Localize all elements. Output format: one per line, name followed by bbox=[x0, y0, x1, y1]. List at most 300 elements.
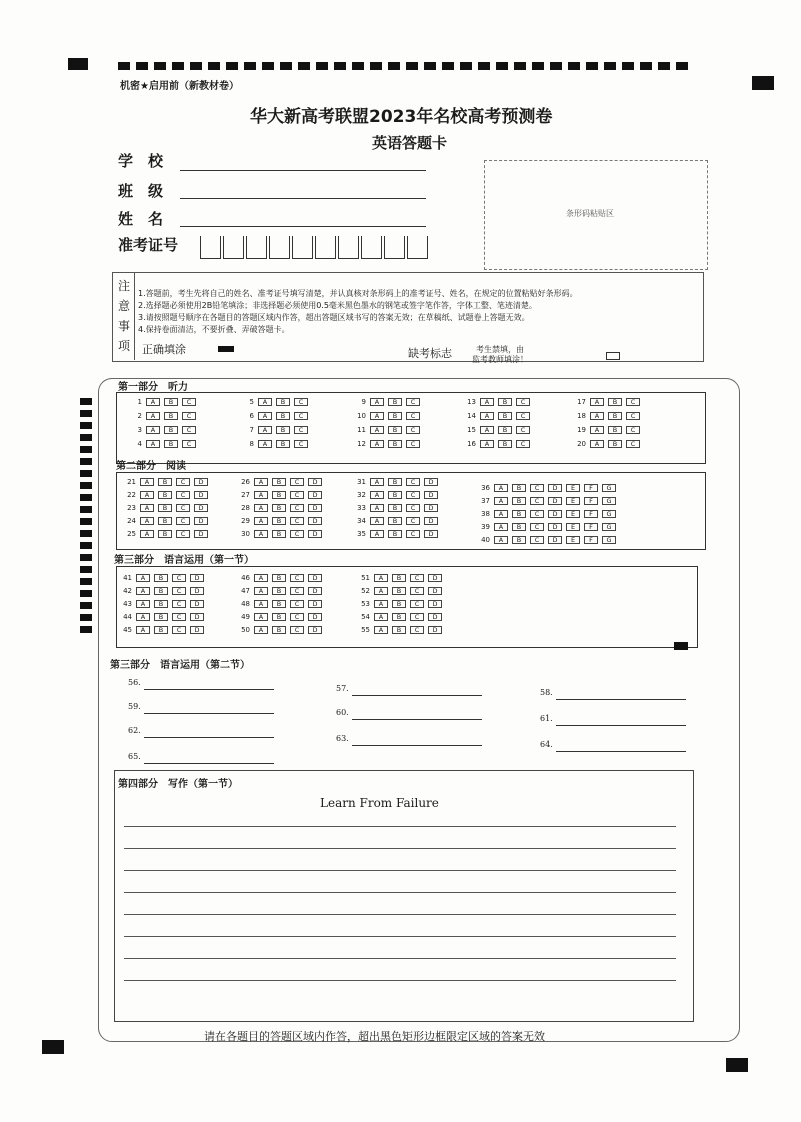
answer-bubble[interactable]: E bbox=[566, 523, 580, 531]
answer-bubble[interactable]: B bbox=[158, 491, 172, 499]
answer-bubble[interactable]: B bbox=[498, 412, 512, 420]
registration-mark-top-right bbox=[752, 76, 774, 90]
answer-bubble[interactable]: B bbox=[392, 574, 406, 582]
answer-bubble[interactable]: C bbox=[410, 587, 424, 595]
notice-heading-char: 事 bbox=[118, 319, 131, 333]
answer-bubble[interactable]: C bbox=[406, 398, 420, 406]
answer-bubble[interactable]: A bbox=[140, 478, 154, 486]
answer-bubble[interactable]: C bbox=[290, 530, 304, 538]
answer-bubble[interactable]: A bbox=[374, 574, 388, 582]
writing-line[interactable] bbox=[124, 826, 676, 827]
question-number: 54 bbox=[361, 613, 370, 621]
correct-fill-sample bbox=[218, 346, 234, 352]
answer-bubble[interactable]: D bbox=[194, 517, 208, 525]
question-row bbox=[240, 398, 312, 406]
timing-mark bbox=[568, 62, 580, 70]
answer-bubble[interactable]: B bbox=[164, 440, 178, 448]
answer-bubble[interactable]: C bbox=[406, 491, 420, 499]
answer-bubble[interactable]: C bbox=[410, 613, 424, 621]
question-row bbox=[118, 626, 208, 634]
class-field[interactable] bbox=[180, 198, 426, 199]
correct-fill-label: 正确填涂 bbox=[142, 343, 186, 356]
answer-bubble[interactable]: D bbox=[308, 530, 322, 538]
answer-bubble[interactable]: E bbox=[566, 497, 580, 505]
answer-bubble[interactable]: C bbox=[406, 504, 420, 512]
absent-note-1: 考生禁填，由 bbox=[476, 345, 524, 354]
question-row bbox=[128, 440, 200, 448]
answer-bubble[interactable]: C bbox=[176, 478, 190, 486]
answer-bubble[interactable]: A bbox=[254, 587, 268, 595]
answer-bubble[interactable]: B bbox=[272, 587, 286, 595]
fill-blank-line[interactable] bbox=[144, 689, 274, 690]
answer-bubble[interactable]: C bbox=[172, 587, 186, 595]
answer-bubble[interactable]: B bbox=[498, 440, 512, 448]
answer-bubble[interactable]: A bbox=[254, 600, 268, 608]
answer-bubble[interactable]: B bbox=[272, 517, 286, 525]
answer-bubble[interactable]: C bbox=[626, 426, 640, 434]
writing-line[interactable] bbox=[124, 914, 676, 915]
absent-checkbox[interactable] bbox=[606, 352, 620, 360]
writing-line[interactable] bbox=[124, 936, 676, 937]
answer-bubble[interactable]: D bbox=[424, 517, 438, 525]
absent-note-2: 监考教师填涂！ bbox=[472, 355, 528, 364]
question-number: 1 bbox=[137, 398, 142, 406]
answer-bubble[interactable]: F bbox=[584, 523, 598, 531]
answer-bubble[interactable]: A bbox=[140, 530, 154, 538]
answer-bubble[interactable]: A bbox=[146, 440, 160, 448]
answer-bubble[interactable]: C bbox=[182, 440, 196, 448]
answer-bubble[interactable]: A bbox=[370, 504, 384, 512]
answer-bubble[interactable]: B bbox=[388, 491, 402, 499]
answer-bubble[interactable]: B bbox=[388, 504, 402, 512]
question-number: 19 bbox=[577, 426, 586, 434]
answer-bubble[interactable]: D bbox=[194, 478, 208, 486]
answer-bubble[interactable]: D bbox=[548, 484, 562, 492]
answer-bubble[interactable]: G bbox=[602, 484, 616, 492]
answer-bubble[interactable]: A bbox=[494, 536, 508, 544]
question-row bbox=[128, 426, 200, 434]
answer-bubble[interactable]: A bbox=[140, 517, 154, 525]
fill-blank-line[interactable] bbox=[352, 719, 482, 720]
exam-no-digit-box[interactable] bbox=[338, 236, 359, 259]
answer-bubble[interactable]: B bbox=[392, 626, 406, 634]
answer-bubble[interactable]: B bbox=[512, 484, 526, 492]
exam-no-digit-box[interactable] bbox=[384, 236, 405, 259]
notice-item-2: 2.选择题必须使用2B铅笔填涂；非选择题必须使用0.5毫米黑色墨水的钢笔或签字笔作答，字体工整、笔迹清楚。 bbox=[138, 301, 537, 310]
school-field[interactable] bbox=[180, 170, 426, 171]
question-row bbox=[352, 398, 424, 406]
answer-bubble[interactable]: D bbox=[308, 478, 322, 486]
answer-bubble[interactable]: A bbox=[254, 491, 268, 499]
answer-bubble[interactable]: A bbox=[370, 491, 384, 499]
timing-mark bbox=[460, 62, 472, 70]
question-row bbox=[128, 412, 200, 420]
answer-bubble[interactable]: E bbox=[566, 510, 580, 518]
answer-bubble[interactable]: B bbox=[498, 398, 512, 406]
fill-blank-line[interactable] bbox=[352, 745, 482, 746]
answer-bubble[interactable]: B bbox=[272, 504, 286, 512]
answer-bubble[interactable]: D bbox=[548, 510, 562, 518]
answer-bubble[interactable]: B bbox=[158, 504, 172, 512]
exam-no-digit-box[interactable] bbox=[269, 236, 290, 259]
answer-bubble[interactable]: C bbox=[172, 600, 186, 608]
question-row bbox=[462, 440, 534, 448]
answer-bubble[interactable]: B bbox=[608, 440, 622, 448]
answer-bubble[interactable]: B bbox=[272, 478, 286, 486]
notice-item-1: 1.答题前，考生先将自己的姓名、准考证号填写清楚，并认真核对条形码上的准考证号、姓名，在规定的位置粘贴好条形码。 bbox=[138, 289, 578, 298]
answer-bubble[interactable]: C bbox=[406, 478, 420, 486]
answer-bubble[interactable]: D bbox=[308, 600, 322, 608]
answer-bubble[interactable]: B bbox=[272, 626, 286, 634]
answer-bubble[interactable]: G bbox=[602, 523, 616, 531]
answer-bubble[interactable]: B bbox=[388, 412, 402, 420]
answer-bubble[interactable]: B bbox=[154, 587, 168, 595]
fill-blank-number: 60. bbox=[336, 708, 349, 717]
answer-bubble[interactable]: C bbox=[530, 484, 544, 492]
timing-mark bbox=[80, 434, 92, 441]
answer-bubble[interactable]: B bbox=[388, 517, 402, 525]
answer-bubble[interactable]: C bbox=[294, 426, 308, 434]
answer-bubble[interactable]: A bbox=[370, 412, 384, 420]
answer-bubble[interactable]: C bbox=[176, 530, 190, 538]
fill-blank-line[interactable] bbox=[556, 725, 686, 726]
answer-bubble[interactable]: C bbox=[406, 530, 420, 538]
answer-bubble[interactable]: D bbox=[194, 530, 208, 538]
answer-bubble[interactable]: B bbox=[388, 398, 402, 406]
answer-bubble[interactable]: A bbox=[374, 587, 388, 595]
question-number: 48 bbox=[241, 600, 250, 608]
fill-blank-line[interactable] bbox=[144, 737, 274, 738]
answer-bubble[interactable]: A bbox=[480, 440, 494, 448]
answer-bubble[interactable]: C bbox=[626, 440, 640, 448]
answer-bubble[interactable]: D bbox=[424, 504, 438, 512]
answer-bubble[interactable]: C bbox=[182, 426, 196, 434]
question-row bbox=[462, 426, 534, 434]
answer-bubble[interactable]: B bbox=[498, 426, 512, 434]
answer-bubble[interactable]: D bbox=[548, 497, 562, 505]
answer-bubble[interactable]: A bbox=[494, 523, 508, 531]
answer-bubble[interactable]: A bbox=[480, 398, 494, 406]
answer-bubble[interactable]: A bbox=[590, 412, 604, 420]
answer-bubble[interactable]: D bbox=[424, 478, 438, 486]
answer-bubble[interactable]: B bbox=[388, 478, 402, 486]
answer-bubble[interactable]: B bbox=[392, 613, 406, 621]
timing-mark bbox=[80, 590, 92, 597]
answer-bubble[interactable]: A bbox=[254, 517, 268, 525]
answer-bubble[interactable]: A bbox=[254, 478, 268, 486]
answer-bubble[interactable]: D bbox=[548, 523, 562, 531]
answer-bubble[interactable]: C bbox=[172, 613, 186, 621]
answer-bubble[interactable]: D bbox=[190, 587, 204, 595]
answer-bubble[interactable]: A bbox=[370, 517, 384, 525]
answer-bubble[interactable]: C bbox=[290, 574, 304, 582]
answer-bubble[interactable]: B bbox=[164, 412, 178, 420]
answer-bubble[interactable]: A bbox=[258, 440, 272, 448]
answer-bubble[interactable]: A bbox=[370, 398, 384, 406]
answer-bubble[interactable]: C bbox=[530, 523, 544, 531]
fill-blank-line[interactable] bbox=[144, 713, 274, 714]
fill-blank-line[interactable] bbox=[352, 695, 482, 696]
exam-no-digit-box[interactable] bbox=[246, 236, 267, 259]
secret-label: 机密★启用前（新教材卷） bbox=[120, 81, 239, 92]
answer-bubble[interactable]: C bbox=[294, 412, 308, 420]
answer-bubble[interactable]: C bbox=[172, 574, 186, 582]
answer-bubble[interactable]: C bbox=[406, 426, 420, 434]
answer-bubble[interactable]: D bbox=[190, 626, 204, 634]
answer-bubble[interactable]: A bbox=[140, 504, 154, 512]
answer-bubble[interactable]: B bbox=[276, 412, 290, 420]
answer-bubble[interactable]: D bbox=[308, 574, 322, 582]
answer-bubble[interactable]: A bbox=[258, 426, 272, 434]
answer-bubble[interactable]: C bbox=[626, 412, 640, 420]
question-number: 38 bbox=[481, 510, 490, 518]
answer-bubble[interactable]: C bbox=[516, 440, 530, 448]
answer-bubble[interactable]: E bbox=[566, 484, 580, 492]
answer-bubble[interactable]: A bbox=[258, 412, 272, 420]
answer-bubble[interactable]: B bbox=[272, 574, 286, 582]
answer-bubble[interactable]: A bbox=[370, 440, 384, 448]
question-number: 11 bbox=[357, 426, 366, 434]
answer-bubble[interactable]: A bbox=[146, 398, 160, 406]
answer-bubble[interactable]: G bbox=[602, 510, 616, 518]
answer-bubble[interactable]: F bbox=[584, 484, 598, 492]
answer-bubble[interactable]: A bbox=[370, 478, 384, 486]
answer-bubble[interactable]: A bbox=[136, 600, 150, 608]
answer-bubble[interactable]: F bbox=[584, 510, 598, 518]
writing-line[interactable] bbox=[124, 892, 676, 893]
exam-no-digit-box[interactable] bbox=[292, 236, 313, 259]
answer-bubble[interactable]: C bbox=[172, 626, 186, 634]
answer-bubble[interactable]: A bbox=[590, 398, 604, 406]
timing-mark bbox=[550, 62, 562, 70]
answer-bubble[interactable]: B bbox=[512, 536, 526, 544]
answer-bubble[interactable]: B bbox=[164, 398, 178, 406]
answer-bubble[interactable]: G bbox=[602, 497, 616, 505]
answer-bubble[interactable]: C bbox=[176, 504, 190, 512]
answer-bubble[interactable]: C bbox=[290, 478, 304, 486]
fill-blank-line[interactable] bbox=[556, 699, 686, 700]
answer-bubble[interactable]: D bbox=[190, 613, 204, 621]
answer-bubble[interactable]: B bbox=[272, 600, 286, 608]
answer-bubble[interactable]: C bbox=[410, 600, 424, 608]
answer-bubble[interactable]: B bbox=[276, 426, 290, 434]
answer-bubble[interactable]: B bbox=[512, 510, 526, 518]
answer-bubble[interactable]: B bbox=[164, 426, 178, 434]
answer-bubble[interactable]: A bbox=[146, 426, 160, 434]
timing-mark bbox=[80, 506, 92, 513]
answer-bubble[interactable]: B bbox=[272, 491, 286, 499]
answer-bubble[interactable]: A bbox=[254, 626, 268, 634]
answer-bubble[interactable]: C bbox=[516, 398, 530, 406]
part4-title: 第四部分 写作（第一节） bbox=[118, 779, 238, 790]
answer-bubble[interactable]: C bbox=[530, 536, 544, 544]
answer-bubble[interactable]: B bbox=[272, 530, 286, 538]
answer-bubble[interactable]: B bbox=[158, 517, 172, 525]
answer-bubble[interactable]: B bbox=[388, 426, 402, 434]
question-row bbox=[128, 398, 200, 406]
question-number: 21 bbox=[127, 478, 136, 486]
answer-bubble[interactable]: B bbox=[272, 613, 286, 621]
answer-bubble[interactable]: B bbox=[154, 600, 168, 608]
question-row bbox=[236, 478, 326, 486]
question-row bbox=[236, 491, 326, 499]
answer-bubble[interactable]: A bbox=[480, 426, 494, 434]
question-row bbox=[352, 491, 442, 499]
writing-line[interactable] bbox=[124, 958, 676, 959]
answer-bubble[interactable]: C bbox=[294, 398, 308, 406]
answer-bubble[interactable]: D bbox=[194, 504, 208, 512]
question-row bbox=[236, 530, 326, 538]
answer-bubble[interactable]: A bbox=[254, 504, 268, 512]
answer-bubble[interactable]: A bbox=[254, 613, 268, 621]
answer-bubble[interactable]: C bbox=[290, 491, 304, 499]
timing-mark bbox=[640, 62, 652, 70]
answer-bubble[interactable]: D bbox=[424, 491, 438, 499]
answer-bubble[interactable]: B bbox=[392, 600, 406, 608]
answer-bubble[interactable]: A bbox=[258, 398, 272, 406]
answer-bubble[interactable]: D bbox=[190, 574, 204, 582]
answer-bubble[interactable]: D bbox=[424, 530, 438, 538]
question-row bbox=[236, 587, 326, 595]
answer-bubble[interactable]: B bbox=[154, 574, 168, 582]
answer-bubble[interactable]: D bbox=[428, 600, 442, 608]
timing-mark bbox=[118, 62, 130, 70]
writing-line[interactable] bbox=[124, 980, 676, 981]
answer-bubble[interactable]: C bbox=[182, 398, 196, 406]
answer-bubble[interactable]: A bbox=[136, 587, 150, 595]
question-number: 40 bbox=[481, 536, 490, 544]
answer-bubble[interactable]: A bbox=[480, 412, 494, 420]
answer-bubble[interactable]: D bbox=[428, 587, 442, 595]
answer-bubble[interactable]: B bbox=[158, 478, 172, 486]
answer-bubble[interactable]: B bbox=[388, 440, 402, 448]
answer-bubble[interactable]: D bbox=[428, 613, 442, 621]
answer-bubble[interactable]: C bbox=[530, 510, 544, 518]
answer-bubble[interactable]: D bbox=[548, 536, 562, 544]
answer-bubble[interactable]: C bbox=[410, 626, 424, 634]
question-number: 52 bbox=[361, 587, 370, 595]
answer-bubble[interactable]: D bbox=[190, 600, 204, 608]
answer-bubble[interactable]: C bbox=[290, 504, 304, 512]
answer-bubble[interactable]: B bbox=[154, 613, 168, 621]
name-field[interactable] bbox=[180, 226, 426, 227]
answer-bubble[interactable]: B bbox=[608, 398, 622, 406]
answer-bubble[interactable]: D bbox=[428, 626, 442, 634]
answer-bubble[interactable]: F bbox=[584, 497, 598, 505]
question-number: 17 bbox=[577, 398, 586, 406]
fill-blank-number: 58. bbox=[540, 688, 553, 697]
notice-item-3: 3.请按照题号顺序在各题目的答题区域内作答，超出答题区域书写的答案无效；在草稿纸、试题卷上答题无效。 bbox=[138, 313, 530, 322]
answer-bubble[interactable]: C bbox=[406, 517, 420, 525]
answer-bubble[interactable]: D bbox=[308, 517, 322, 525]
answer-bubble[interactable]: E bbox=[566, 536, 580, 544]
answer-bubble[interactable]: C bbox=[626, 398, 640, 406]
writing-line[interactable] bbox=[124, 870, 676, 871]
answer-bubble[interactable]: D bbox=[428, 574, 442, 582]
answer-bubble[interactable]: B bbox=[392, 587, 406, 595]
answer-bubble[interactable]: A bbox=[370, 530, 384, 538]
answer-bubble[interactable]: C bbox=[290, 613, 304, 621]
answer-bubble[interactable]: D bbox=[308, 587, 322, 595]
answer-bubble[interactable]: A bbox=[494, 497, 508, 505]
answer-bubble[interactable]: D bbox=[308, 504, 322, 512]
answer-bubble[interactable]: A bbox=[374, 626, 388, 634]
exam-no-digit-box[interactable] bbox=[200, 236, 221, 259]
answer-bubble[interactable]: C bbox=[182, 412, 196, 420]
answer-bubble[interactable]: B bbox=[512, 523, 526, 531]
answer-bubble[interactable]: C bbox=[410, 574, 424, 582]
answer-bubble[interactable]: D bbox=[194, 491, 208, 499]
answer-bubble[interactable]: C bbox=[516, 412, 530, 420]
answer-bubble[interactable]: A bbox=[590, 440, 604, 448]
answer-bubble[interactable]: A bbox=[370, 426, 384, 434]
answer-bubble[interactable]: B bbox=[276, 398, 290, 406]
question-row bbox=[352, 530, 442, 538]
question-row bbox=[352, 517, 442, 525]
answer-bubble[interactable]: A bbox=[254, 574, 268, 582]
answer-bubble[interactable]: A bbox=[140, 491, 154, 499]
timing-marks-top bbox=[118, 62, 718, 74]
answer-bubble[interactable]: A bbox=[494, 510, 508, 518]
answer-bubble[interactable]: B bbox=[158, 530, 172, 538]
answer-bubble[interactable]: A bbox=[254, 530, 268, 538]
answer-bubble[interactable]: B bbox=[388, 530, 402, 538]
answer-bubble[interactable]: B bbox=[276, 440, 290, 448]
answer-bubble[interactable]: D bbox=[308, 491, 322, 499]
answer-bubble[interactable]: C bbox=[406, 440, 420, 448]
exam-no-digit-box[interactable] bbox=[361, 236, 382, 259]
answer-bubble[interactable]: B bbox=[608, 426, 622, 434]
answer-bubble[interactable]: C bbox=[516, 426, 530, 434]
answer-bubble[interactable]: A bbox=[374, 613, 388, 621]
answer-bubble[interactable]: C bbox=[290, 600, 304, 608]
answer-bubble[interactable]: A bbox=[590, 426, 604, 434]
answer-bubble[interactable]: C bbox=[176, 491, 190, 499]
answer-bubble[interactable]: A bbox=[146, 412, 160, 420]
answer-bubble[interactable]: A bbox=[136, 613, 150, 621]
writing-line[interactable] bbox=[124, 848, 676, 849]
exam-no-digit-box[interactable] bbox=[407, 236, 428, 259]
question-number: 34 bbox=[357, 517, 366, 525]
answer-bubble[interactable]: A bbox=[494, 484, 508, 492]
answer-bubble[interactable]: C bbox=[530, 497, 544, 505]
answer-bubble[interactable]: C bbox=[290, 626, 304, 634]
answer-bubble[interactable]: A bbox=[136, 626, 150, 634]
fill-blank-line[interactable] bbox=[556, 751, 686, 752]
answer-bubble[interactable]: G bbox=[602, 536, 616, 544]
answer-bubble[interactable]: C bbox=[176, 517, 190, 525]
fill-blank-line[interactable] bbox=[144, 763, 274, 764]
answer-bubble[interactable]: B bbox=[512, 497, 526, 505]
exam-no-digit-box[interactable] bbox=[315, 236, 336, 259]
answer-bubble[interactable]: C bbox=[406, 412, 420, 420]
exam-no-boxes[interactable] bbox=[200, 236, 430, 260]
exam-no-digit-box[interactable] bbox=[223, 236, 244, 259]
part2-title: 第二部分 阅读 bbox=[116, 461, 186, 472]
answer-bubble[interactable]: C bbox=[294, 440, 308, 448]
answer-bubble[interactable]: A bbox=[374, 600, 388, 608]
answer-bubble[interactable]: A bbox=[136, 574, 150, 582]
answer-bubble[interactable]: B bbox=[608, 412, 622, 420]
answer-bubble[interactable]: C bbox=[290, 587, 304, 595]
answer-bubble[interactable]: C bbox=[290, 517, 304, 525]
answer-bubble[interactable]: F bbox=[584, 536, 598, 544]
answer-bubble[interactable]: D bbox=[308, 626, 322, 634]
timing-mark bbox=[658, 62, 670, 70]
answer-bubble[interactable]: B bbox=[154, 626, 168, 634]
timing-mark bbox=[80, 554, 92, 561]
answer-bubble[interactable]: D bbox=[308, 613, 322, 621]
